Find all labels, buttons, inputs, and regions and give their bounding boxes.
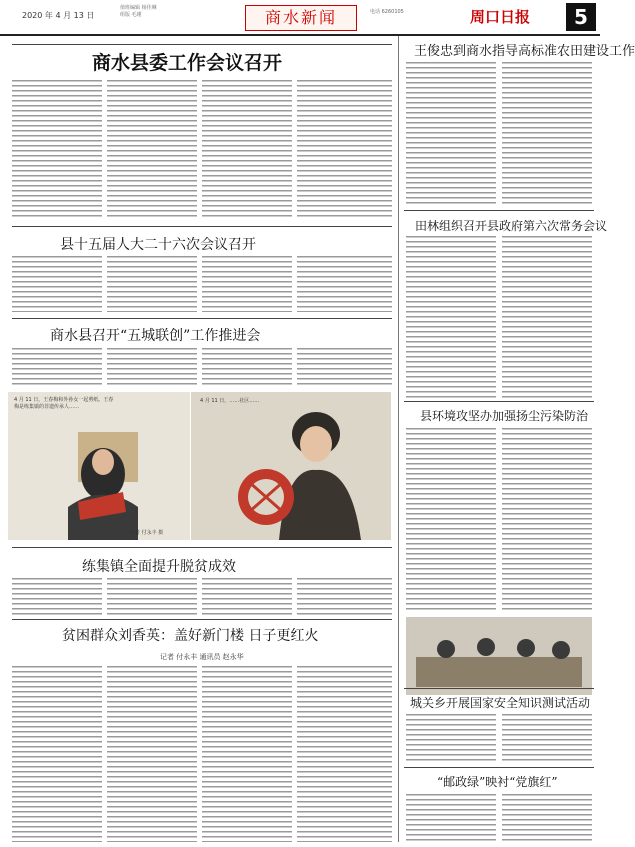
headline-post-office: “邮政绿”映衬“党旗红” bbox=[437, 775, 558, 789]
column-divider bbox=[398, 36, 399, 842]
newspaper-logo: 周口日报 bbox=[470, 8, 531, 26]
article-body bbox=[202, 348, 292, 386]
photo-illustration bbox=[191, 392, 391, 540]
article-body bbox=[406, 794, 496, 842]
headline-five-city: 商水县召开“五城联创”工作推进会 bbox=[50, 328, 261, 344]
headline-artist-story: 贫困群众刘香英：盖好新门楼 日子更红火 bbox=[62, 628, 319, 644]
divider bbox=[12, 547, 392, 548]
article-body bbox=[12, 256, 102, 312]
article-body bbox=[202, 666, 292, 842]
article-body bbox=[297, 80, 392, 220]
article-body bbox=[297, 348, 392, 386]
divider bbox=[12, 318, 392, 319]
headline-peoples-congress: 县十五届人大二十六次会议召开 bbox=[60, 237, 256, 253]
article-body bbox=[406, 62, 496, 204]
article-body bbox=[107, 80, 197, 220]
headline-poverty-town: 练集镇全面提升脱贫成效 bbox=[82, 559, 236, 575]
editor-info bbox=[120, 5, 240, 19]
article-body bbox=[12, 666, 102, 842]
editor-line: 组版 毛瑾 bbox=[120, 12, 142, 18]
article-body bbox=[12, 578, 102, 616]
headline-dust-control: 县环境攻坚办加强扬尘污染防治 bbox=[420, 409, 589, 423]
divider bbox=[12, 619, 392, 620]
article-body bbox=[12, 348, 102, 386]
article-body bbox=[202, 578, 292, 616]
issue-date: 2020 年 4 月 13 日 bbox=[22, 11, 95, 20]
article-body bbox=[502, 236, 592, 398]
article-body bbox=[107, 578, 197, 616]
headline-farmland: 王俊忠到商水指导高标准农田建设工作 bbox=[414, 44, 635, 59]
photo-caption: 4 月 11 日，……社区…… bbox=[200, 398, 260, 404]
divider bbox=[12, 226, 392, 227]
article-body bbox=[502, 794, 592, 842]
photo-illustration bbox=[8, 392, 190, 540]
article-body bbox=[297, 666, 392, 842]
article-body bbox=[202, 256, 292, 312]
photo-safety-test bbox=[406, 617, 592, 695]
photo-caption: 4 月 11 日，王春梅和外孙女一起剪纸。王春梅是练集镇的非遗传承人…… bbox=[14, 397, 114, 410]
photo-papercut-artist-left bbox=[8, 392, 190, 540]
editor-line: 值班编辑 杨佳琳 bbox=[120, 5, 157, 11]
byline: 记者 付永丰 通讯员 赵永华 bbox=[160, 653, 244, 661]
page-number: 5 bbox=[566, 3, 596, 31]
photo-papercut-artist-right bbox=[191, 392, 391, 540]
divider bbox=[404, 688, 594, 689]
divider bbox=[404, 767, 594, 768]
contact-info: 电话 6260105 bbox=[370, 9, 404, 15]
article-body bbox=[107, 666, 197, 842]
divider bbox=[12, 44, 392, 45]
divider bbox=[404, 210, 594, 211]
article-body bbox=[107, 348, 197, 386]
article-body bbox=[406, 714, 496, 764]
article-body bbox=[502, 714, 592, 764]
article-body bbox=[12, 80, 102, 220]
headline-county-meeting: 商水县委工作会议召开 bbox=[92, 52, 283, 74]
article-body bbox=[502, 428, 592, 610]
article-body bbox=[297, 256, 392, 312]
photo-illustration bbox=[406, 617, 592, 695]
article-body bbox=[202, 80, 292, 220]
headline-safety-test: 城关乡开展国家安全知识测试活动 bbox=[410, 696, 591, 710]
photo-credit: 记者 付永丰 摄 bbox=[130, 530, 164, 536]
section-masthead: 商水新闻 bbox=[245, 5, 357, 31]
article-body bbox=[502, 62, 592, 204]
article-body bbox=[107, 256, 197, 312]
headline-govt-meeting: 田林组织召开县政府第六次常务会议 bbox=[415, 219, 608, 233]
divider bbox=[404, 401, 594, 402]
article-body bbox=[297, 578, 392, 616]
article-body bbox=[406, 428, 496, 610]
article-body bbox=[406, 236, 496, 398]
